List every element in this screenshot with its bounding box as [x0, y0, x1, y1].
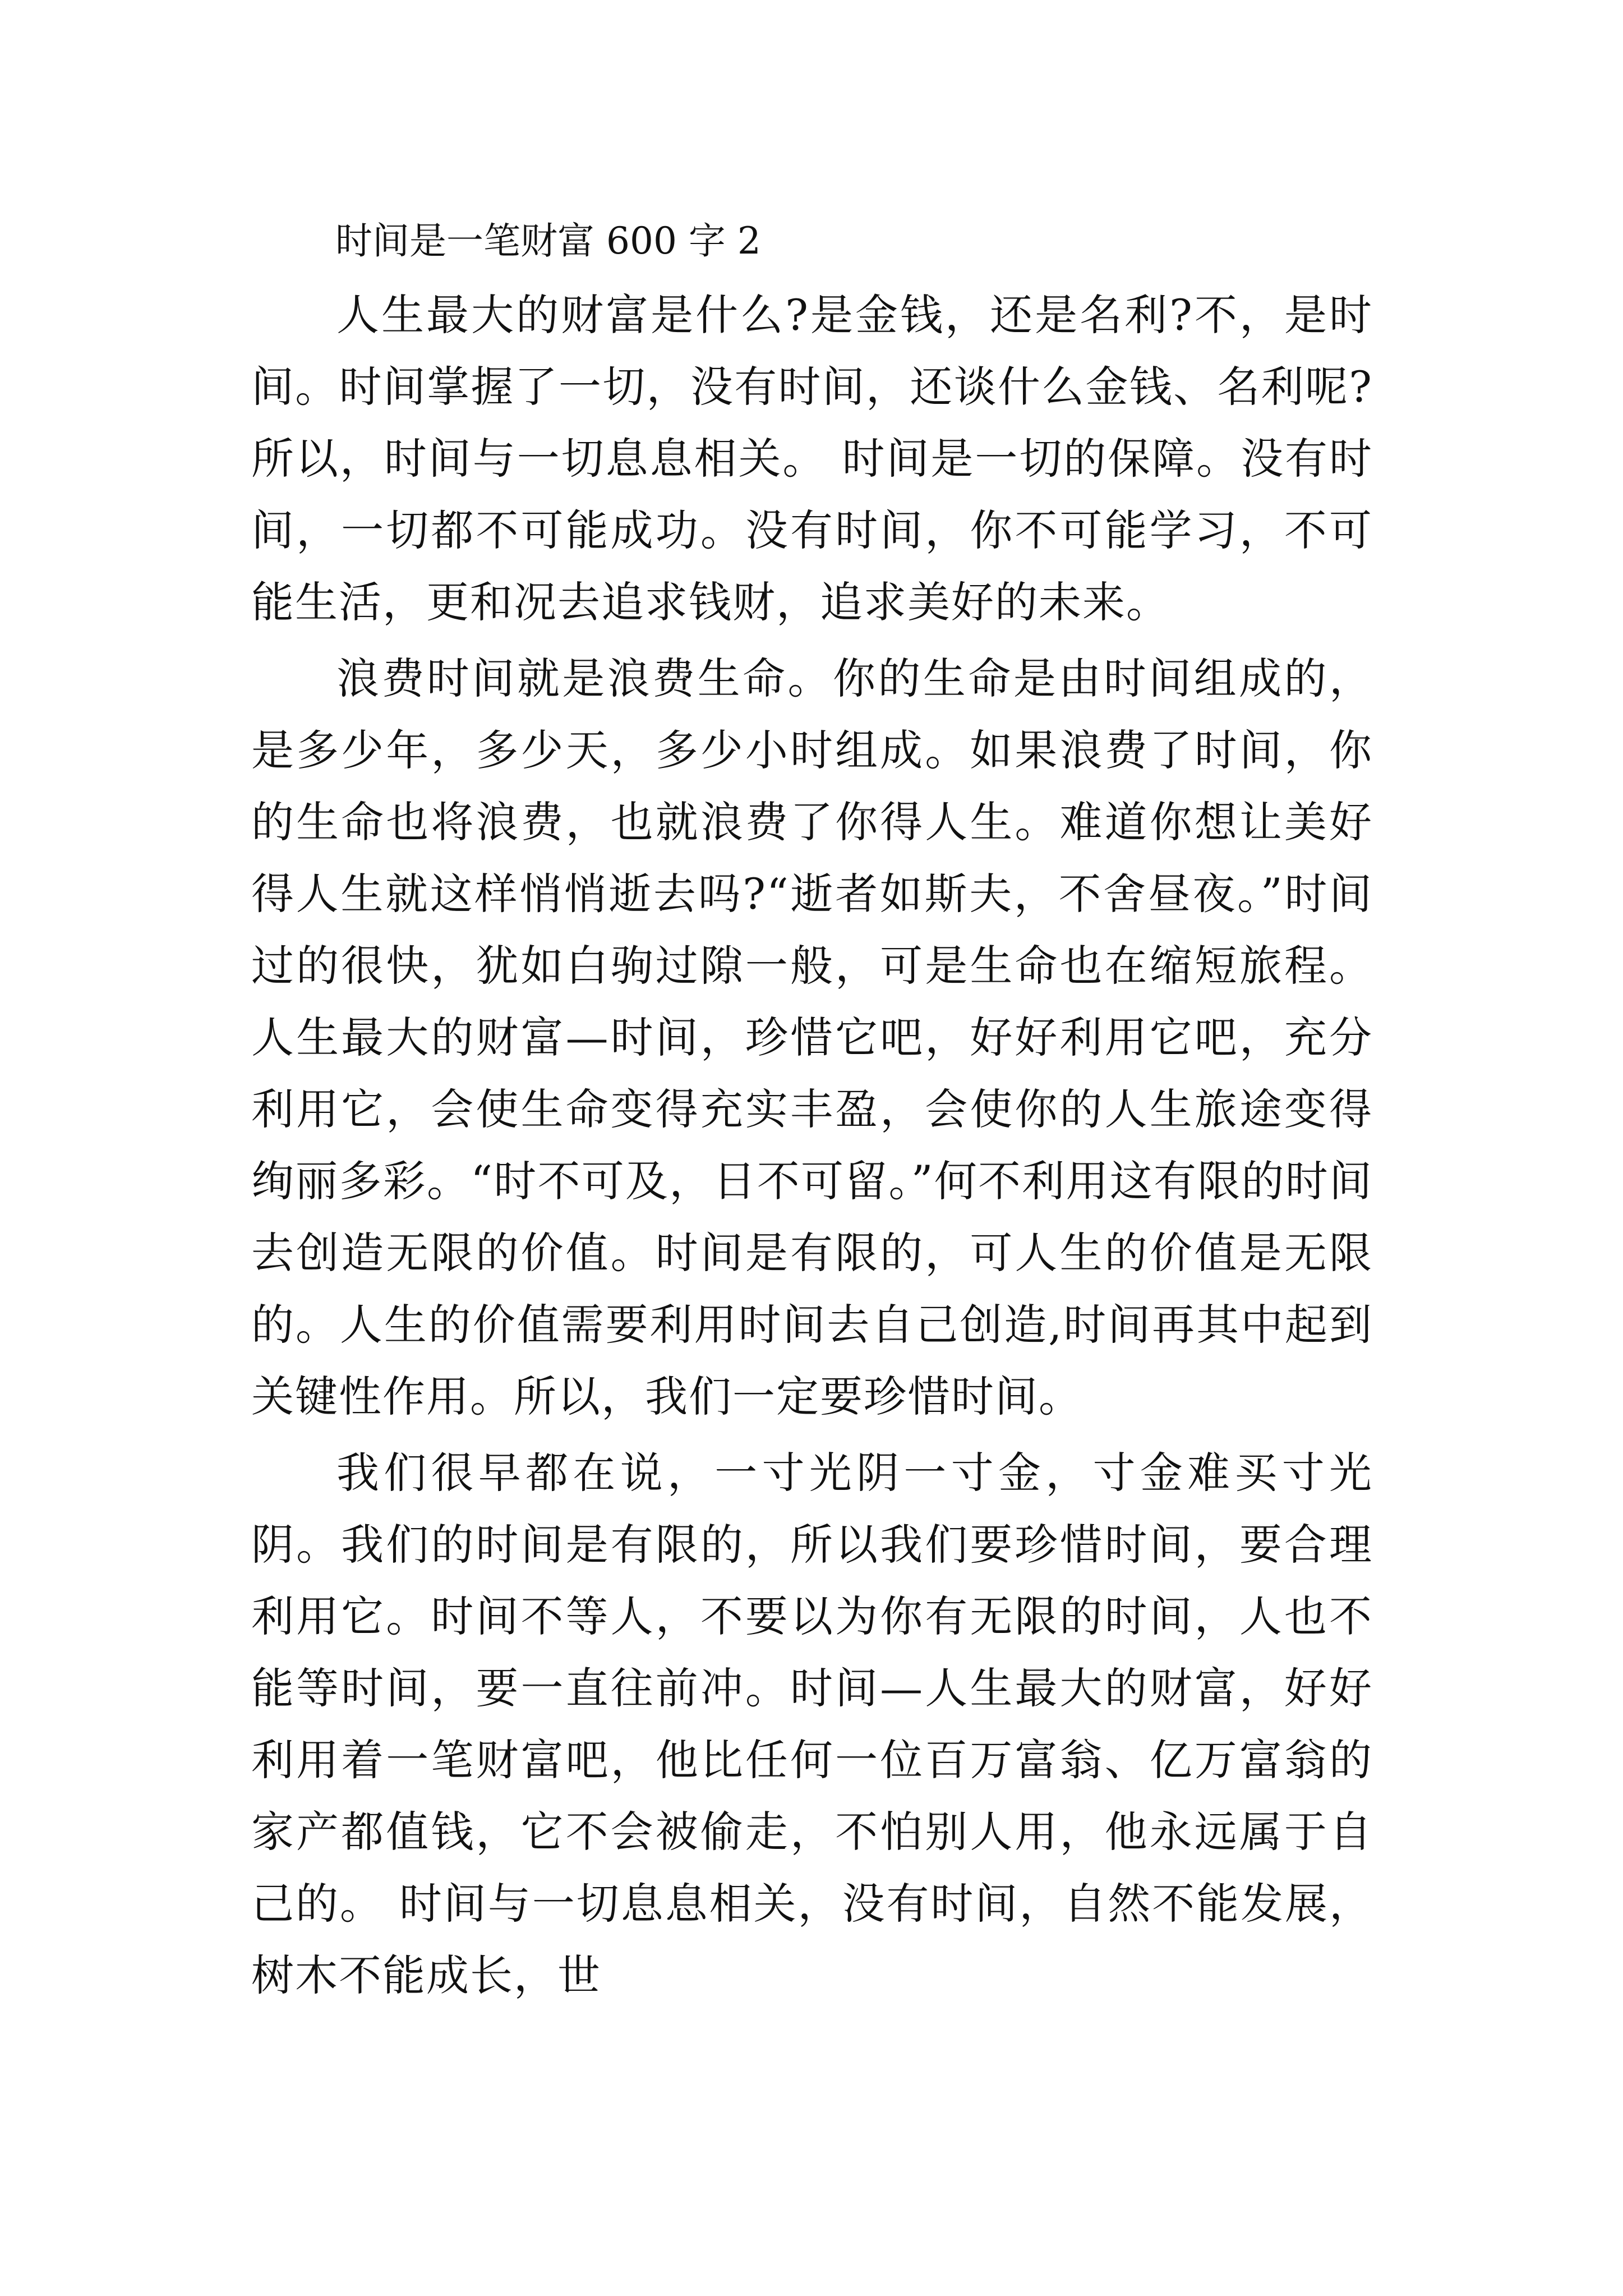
paragraph-3: 我们很早都在说，一寸光阴一寸金，寸金难买寸光阴。我们的时间是有限的，所以我们要珍惜时间，要合理利用它。时间不等人，不要以为你有无限的时间，人也不能等时间，要一直往前冲。时间—人生最大的财富，好好利用着一笔财富吧，他比任何一位百万富翁、亿万富翁的家产都值钱，它不会被偷走，不怕别人用，他永远属于自己的。 时间与一切息息相关，没有时间，自然不能发展，树木不能成长，世 — [251, 1448, 1373, 2000]
paragraph-2: 浪费时间就是浪费生命。你的生命是由时间组成的，是多少年，多少天，多少小时组成。如果浪费了时间，你的生命也将浪费，也就浪费了你得人生。难道你想让美好得人生就这样悄悄逝去吗?“逝者如斯夫，不舍昼夜。”时间过的很快，犹如白驹过隙一般，可是生命也在缩短旅程。人生最大的财富—时间，珍惜它吧，好好利用它吧，充分利用它，会使生命变得充实丰盈，会使你的人生旅途变得绚丽多彩。“时不可及，日不可留。”何不利用这有限的时间去创造无限的价值。时间是有限的，可人生的价值是无限的。人生的价值需要利用时间去自己创造,时间再其中起到关键性作用。所以，我们一定要珍惜时间。 — [251, 654, 1373, 1421]
document-title: 时间是一笔财富 600 字 2 — [335, 219, 761, 263]
document-body — [251, 208, 1373, 2016]
paragraph-1: 人生最大的财富是什么?是金钱，还是名利?不，是时间。时间掌握了一切，没有时间，还谈什么金钱、名利呢?所以，时间与一切息息相关。 时间是一切的保障。没有时间，一切都不可能成功。没有时间，你不可能学习，不可能生活，更和况去追求钱财，追求美好的未来。 — [251, 290, 1373, 627]
